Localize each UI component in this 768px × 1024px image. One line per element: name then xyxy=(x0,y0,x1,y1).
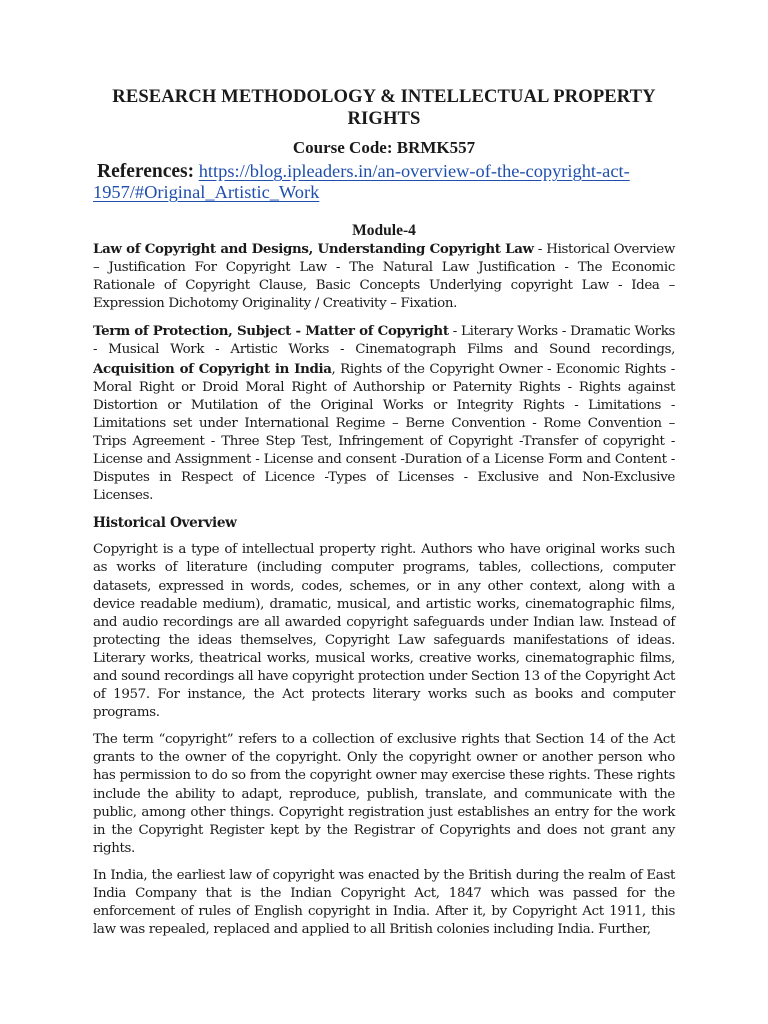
section-heading: Historical Overview xyxy=(93,515,237,532)
paragraph-2: The term “copyright” refers to a collection of exclusive rights that Section 14 of the Act grants to the owner of the copyright. Only the copyright owner or another person who has permission to do so from the copyright owner may exercise these rights. These rights include the ability to adapt, reproduce, publish, translate, and communicate with the public, among other things. Copyright registration just establishes an entry for the work in the Copyright Register kept by the Registrar of Copyrights and does not grant any rights. xyxy=(93,732,675,856)
syllabus-2-bold-1: Term of Protection, Subject - Matter of Copyright xyxy=(93,323,449,340)
document-page xyxy=(93,86,675,939)
paragraph-1: Copyright is a type of intellectual property right. Authors who have original works such as works of literature (including computer programs, tables, collections, computer datasets, expressed in words, codes, schemes, or in any other context, along with a device readable medium), dramatic, musical, and artistic works, cinematographic films, and audio recordings are all awarded copyright safeguards under Indian law. Instead of protecting the ideas themselves, Copyright Law safeguards manifestations of ideas. Literary works, theatrical works, musical works, creative works, cinematographic films, and sound recordings all have copyright protection under Section 13 of the Copyright Act of 1957. For instance, the Act protects literary works such as books and computer programs. xyxy=(93,542,675,721)
references-line xyxy=(93,161,675,203)
module-heading: Module-4 xyxy=(352,222,416,239)
syllabus-1-bold: Law of Copyright and Designs, Understanding Copyright Law xyxy=(93,241,534,257)
syllabus-2-text-2: , Rights of the Copyright Owner - Economic Rights - Moral Right or Droid Moral Right of Authorship or Paternity Rights - Rights against Distortion or Mutilation of the Original Works or Integrity Rights - Limitations - Limitations set under International Regime – Berne Convention - Rome Convention – Trips Agreement - Three Step Test, Infringement of Copyright -Transfer of copyright - License and Assignment - License and consent -Duration of a License Form and Content - Disputes in Respect of Licence -Types of Licenses - Exclusive and Non-Exclusive Licenses. xyxy=(93,361,675,504)
course-code: Course Code: BRMK557 xyxy=(292,138,476,157)
syllabus-2-text-1: - Literary Works - Dramatic Works - Musical Work - Artistic Works - Cinematograph Films and Sound recordings, xyxy=(93,324,676,358)
document-title: RESEARCH METHODOLOGY & INTELLECTUAL PROPERTY RIGHTS xyxy=(112,86,656,129)
syllabus-paragraph-2 xyxy=(93,322,675,505)
references-link[interactable]: https://blog.ipleaders.in/an-overview-of-the-copyright-act-1957/#Original_Artistic_Work xyxy=(93,161,630,202)
references-label: References: xyxy=(97,161,195,182)
syllabus-2-bold-2: Acquisition of Copyright in India xyxy=(93,360,332,377)
paragraph-3: In India, the earliest law of copyright was enacted by the British during the realm of East India Company that is the Indian Copyright Act, 1847 which was passed for the enforcement of rules of English copyright in India. After it, by Copyright Act 1911, this law was repealed, replaced and applied to all British colonies including India. Further, xyxy=(93,867,675,938)
syllabus-paragraph-1 xyxy=(93,240,675,313)
syllabus-1-text: - Historical Overview – Justification For Copyright Law - The Natural Law Justification - The Economic Rationale of Copyright Clause, Basic Concepts Underlying copyright Law - Idea – Expression Dichotomy Originality / Creativity – Fixation. xyxy=(93,242,675,312)
